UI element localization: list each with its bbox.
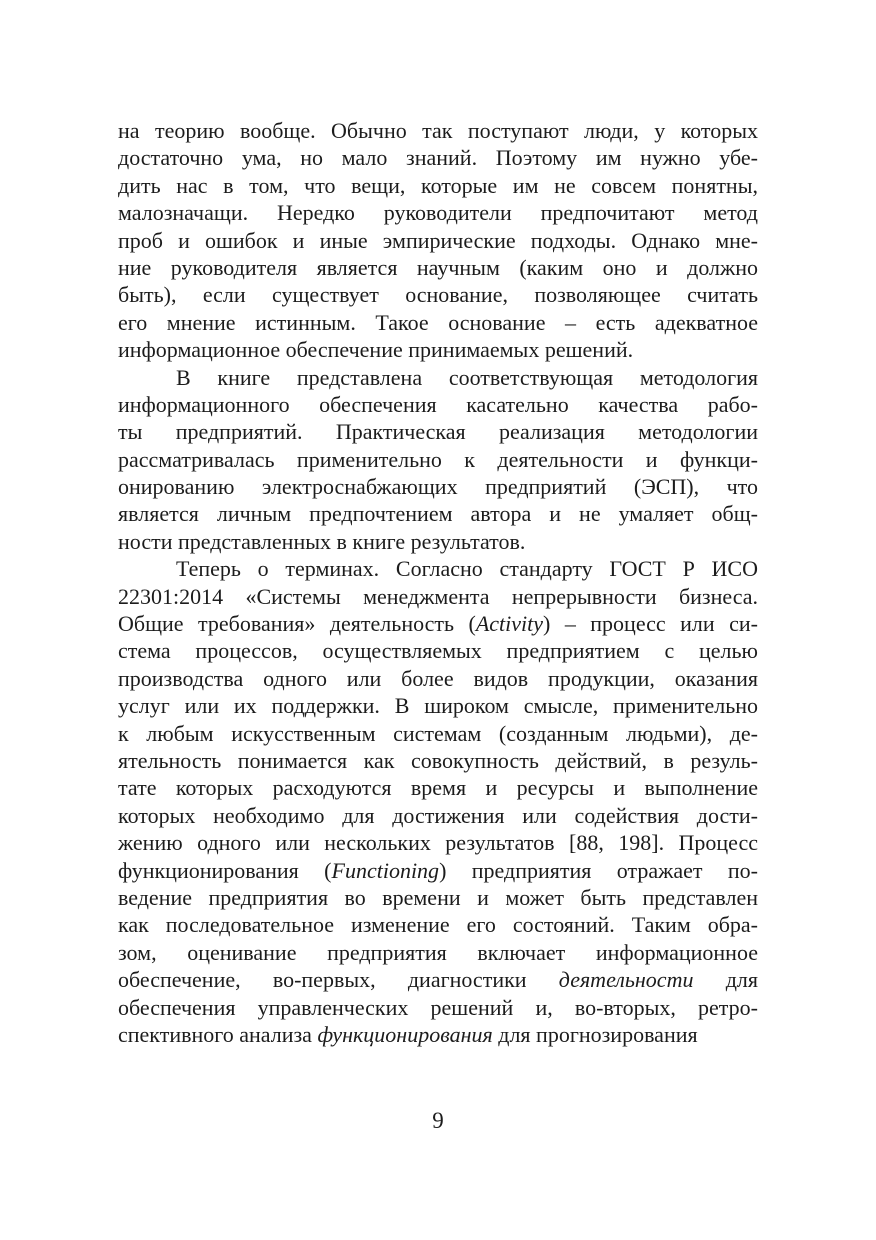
text-line xyxy=(118,665,758,692)
text-segment: Общие требования» деятельность ( xyxy=(118,611,476,637)
text-segment: для xyxy=(693,967,758,993)
text-segment: производства одного или более видов продукции, оказания xyxy=(118,665,758,691)
text-segment: проб и ошибок и иные эмпирические подходы. Однако мне- xyxy=(118,227,758,253)
text-segment: к любым искусственным системам (созданным людьми), де- xyxy=(118,720,758,746)
text-segment: быть), если существует основание, позволяющее считать xyxy=(118,282,758,308)
text-segment: информационного обеспечения касательно качества рабо- xyxy=(118,391,758,417)
italic-term: деятельности xyxy=(558,967,694,993)
text-line xyxy=(118,692,758,719)
text-line xyxy=(118,829,758,856)
text-line xyxy=(118,391,758,418)
text-segment: тате которых расходуются время и ресурсы и выполнение xyxy=(118,775,758,801)
text-segment: обеспечения управленческих решений и, во-вторых, ретро- xyxy=(118,994,758,1020)
text-line xyxy=(118,500,758,527)
text-segment: функционирования ( xyxy=(118,857,332,883)
text-segment: рассматривалась применительно к деятельности и функци- xyxy=(118,446,758,472)
text-line xyxy=(118,884,758,911)
text-segment: является личным предпочтением автора и не умаляет общ- xyxy=(118,501,758,527)
text-line xyxy=(118,966,758,993)
text-segment: малозначащи. Нередко руководители предпочитают метод xyxy=(118,200,758,226)
text-line xyxy=(118,555,758,582)
text-segment: зом, оценивание предприятия включает информационное xyxy=(118,939,758,965)
text-line xyxy=(118,446,758,473)
text-segment: ты предприятий. Практическая реализация методологии xyxy=(118,419,758,445)
body-text xyxy=(118,117,758,1048)
text-line xyxy=(118,199,758,226)
text-segment: дить нас в том, что вещи, которые им не совсем понятны, xyxy=(118,172,758,198)
paragraph-1 xyxy=(118,117,758,364)
text-segment: которых необходимо для достижения или содействия дости- xyxy=(118,802,758,828)
text-segment: его мнение истинным. Такое основание – есть адекватное xyxy=(118,309,758,335)
text-segment: жению одного или нескольких результатов [88, 198]. Процесс xyxy=(118,830,758,856)
text-segment: В книге представлена соответствующая методология xyxy=(176,364,758,390)
text-line xyxy=(118,336,758,363)
text-line xyxy=(118,172,758,199)
text-segment: ) – процесс или си- xyxy=(543,611,758,637)
text-line xyxy=(118,802,758,829)
text-line xyxy=(118,473,758,500)
text-line xyxy=(118,939,758,966)
text-line xyxy=(118,144,758,171)
text-segment: 22301:2014 «Системы менеджмента непрерывности бизнеса. xyxy=(118,583,758,609)
text-line xyxy=(118,1021,758,1048)
text-segment: ние руководителя является научным (каким оно и должно xyxy=(118,254,758,280)
text-segment: ятельность понимается как совокупность действий, в резуль- xyxy=(118,747,758,773)
text-segment: на теорию вообще. Обычно так поступают люди, у которых xyxy=(118,118,758,143)
text-line xyxy=(118,774,758,801)
text-segment: ведение предприятия во времени и может быть представлен xyxy=(118,884,758,910)
text-line xyxy=(118,281,758,308)
text-segment: обеспечение, во-первых, диагностики xyxy=(118,967,559,993)
text-segment: ) предприятия отражает по- xyxy=(439,857,758,883)
text-segment: Теперь о терминах. Согласно стандарту ГОСТ Р ИСО xyxy=(176,556,758,582)
text-line xyxy=(118,528,758,555)
text-line xyxy=(118,309,758,336)
text-line xyxy=(118,418,758,445)
text-segment: стема процессов, осуществляемых предприятием с целью xyxy=(118,638,758,664)
italic-term: Functioning xyxy=(331,857,440,883)
text-segment: онированию электроснабжающих предприятий (ЭСП), что xyxy=(118,474,758,500)
page-number: 9 xyxy=(432,1108,444,1133)
text-line xyxy=(118,610,758,637)
text-line xyxy=(118,720,758,747)
paragraph-2 xyxy=(118,364,758,556)
text-line xyxy=(118,911,758,938)
text-segment: услуг или их поддержки. В широком смысле, применительно xyxy=(118,693,758,719)
text-line xyxy=(118,117,758,144)
text-segment: для прогнозирования xyxy=(492,1021,698,1047)
text-segment: спективного анализа xyxy=(118,1021,318,1047)
text-segment: как последовательное изменение его состояний. Таким обра- xyxy=(118,912,758,938)
text-line xyxy=(118,994,758,1021)
text-line xyxy=(118,857,758,884)
text-line xyxy=(118,227,758,254)
italic-term: Activity xyxy=(475,611,544,637)
text-segment: информационное обеспечение принимаемых решений. xyxy=(118,337,634,363)
text-segment: достаточно ума, но мало знаний. Поэтому им нужно убе- xyxy=(118,145,758,171)
paragraph-3 xyxy=(118,555,758,1048)
text-line xyxy=(118,637,758,664)
text-line xyxy=(118,254,758,281)
text-segment: ности представленных в книге результатов. xyxy=(118,528,526,554)
italic-term: функционирования xyxy=(317,1021,493,1047)
text-line xyxy=(118,583,758,610)
text-line xyxy=(118,364,758,391)
text-line xyxy=(118,747,758,774)
